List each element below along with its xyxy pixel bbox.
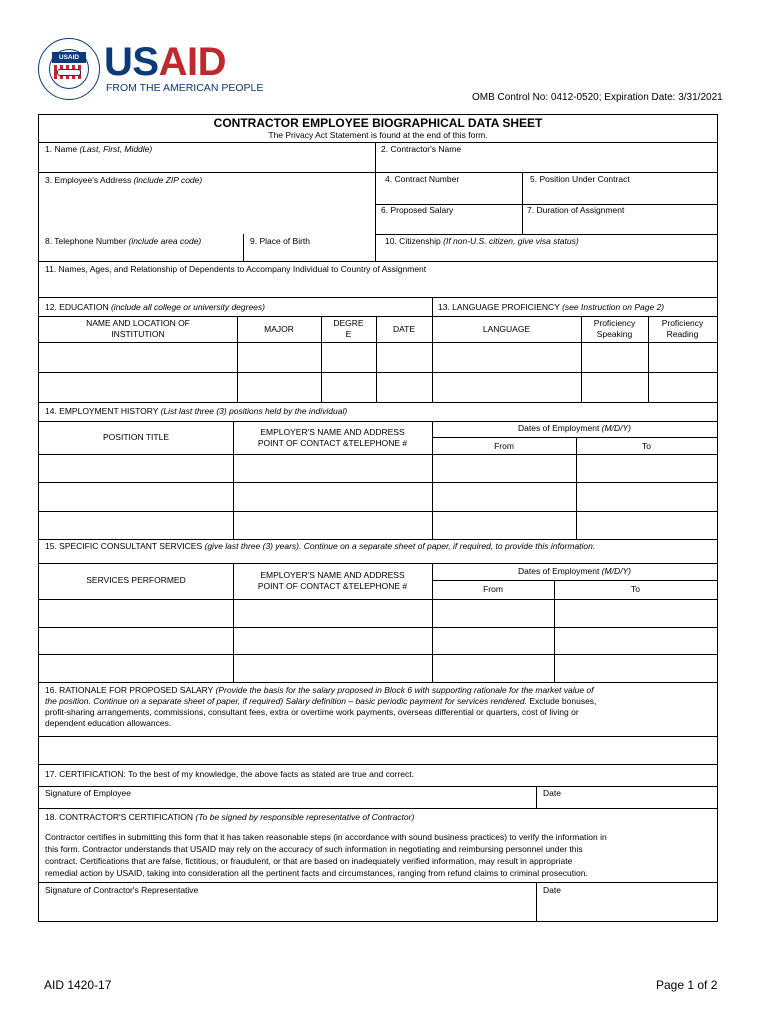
field-1-label: 1. Name (Last, First, Middle) bbox=[45, 144, 153, 154]
form-subtitle: The Privacy Act Statement is found at the end of this form. bbox=[268, 130, 488, 140]
svc-col-dates: Dates of Employment (M/D/Y) bbox=[518, 566, 631, 576]
form-title: CONTRACTOR EMPLOYEE BIOGRAPHICAL DATA SHEET bbox=[213, 116, 543, 130]
field-9-label: 9. Place of Birth bbox=[250, 236, 311, 246]
edu-col-major: MAJOR bbox=[264, 324, 294, 334]
lang-col-speaking: Proficiency Speaking bbox=[593, 318, 636, 339]
emp-col-from: From bbox=[494, 441, 514, 451]
field-16-line4: dependent education allowances. bbox=[45, 718, 172, 728]
emp-col-to: To bbox=[642, 441, 651, 451]
form-number: AID 1420-17 bbox=[44, 978, 112, 992]
signature-employee-label: Signature of Employee bbox=[45, 788, 131, 798]
field-13-label: 13. LANGUAGE PROFICIENCY (see Instruction on Page 2) bbox=[438, 302, 665, 312]
field-18-label: 18. CONTRACTOR'S CERTIFICATION (To be signed by responsible representative of Contractor) bbox=[45, 812, 415, 822]
edu-col-degree: DEGRE E bbox=[333, 318, 364, 339]
edu-col-date: DATE bbox=[392, 324, 416, 334]
field-16-label: 16. RATIONALE FOR PROPOSED SALARY (Provide the basis for the salary proposed in Block 6 with supporting rationale for the market value of bbox=[45, 685, 594, 695]
lang-col-language: LANGUAGE bbox=[482, 324, 531, 334]
usaid-logo: USAID bbox=[104, 40, 226, 84]
cert-text-line4: remedial action by USAID, taking into consideration all the pertinent facts and circumstances, ranging from refund claims to criminal prosecution. bbox=[45, 868, 588, 878]
field-12-label: 12. EDUCATION (include all college or university degrees) bbox=[45, 302, 265, 312]
cert-text-line1: Contractor certifies in submitting this form that it has taken reasonable steps (in accordance with sound business practices) to verify the information in bbox=[45, 832, 607, 842]
lang-col-reading: Proficiency Reading bbox=[661, 318, 704, 339]
field-15-label: 15. SPECIFIC CONSULTANT SERVICES (give last three (3) years). Continue on a separate sheet of paper, if required, to provide this information. bbox=[45, 541, 596, 551]
cert-text-line2: this form. Contractor understands that USAID may rely on the accuracy of such information in negotiating and reimbursing personnel under this bbox=[45, 844, 583, 854]
field-14-label: 14. EMPLOYMENT HISTORY (List last three (3) positions held by the individual) bbox=[45, 406, 348, 416]
field-2-label: 2. Contractor's Name bbox=[381, 144, 462, 154]
field-6-label: 6. Proposed Salary bbox=[381, 205, 454, 215]
signature-representative-label: Signature of Contractor's Representative bbox=[45, 885, 199, 895]
logo-tagline: FROM THE AMERICAN PEOPLE bbox=[106, 82, 264, 94]
svc-col-employer: EMPLOYER'S NAME AND ADDRESS POINT OF CONTACT &TELEPHONE # bbox=[257, 570, 408, 591]
omb-control-number: OMB Control No: 0412-0520; Expiration Date: 3/31/2021 bbox=[472, 92, 723, 103]
field-11-label: 11. Names, Ages, and Relationship of Dependents to Accompany Individual to Country of Assignment bbox=[45, 264, 427, 274]
edu-col-institution: NAME AND LOCATION OF INSTITUTION bbox=[86, 318, 190, 339]
field-17-certification: 17. CERTIFICATION: To the best of my knowledge, the above facts as stated are true and correct. bbox=[45, 769, 414, 779]
emp-col-dates: Dates of Employment (M/D/Y) bbox=[518, 423, 631, 433]
field-8-label: 8. Telephone Number (include area code) bbox=[45, 236, 202, 246]
cert-text-line3: contract. Certifications that are false, fictitious, or fraudulent, or that are based on inadequately verified information, may result in appropriate bbox=[45, 856, 573, 866]
field-3-label: 3. Employee's Address (include ZIP code) bbox=[45, 175, 203, 185]
svc-col-to: To bbox=[631, 584, 640, 594]
field-4-label: 4. Contract Number bbox=[385, 174, 460, 184]
date-label-representative: Date bbox=[543, 885, 561, 895]
page-number: Page 1 of 2 bbox=[656, 978, 718, 992]
field-16-line3: profit-sharing arrangements, commissions, consultant fees, extra or overtime work payments, overseas differential or quarters, cost of living or bbox=[45, 707, 579, 717]
usaid-seal-icon: USAID bbox=[38, 38, 100, 100]
emp-col-employer: EMPLOYER'S NAME AND ADDRESS POINT OF CONTACT &TELEPHONE # bbox=[257, 427, 408, 448]
field-7-label: 7. Duration of Assignment bbox=[527, 205, 625, 215]
date-label-employee: Date bbox=[543, 788, 561, 798]
svc-col-services: SERVICES PERFORMED bbox=[86, 575, 186, 585]
biographical-data-form bbox=[38, 114, 718, 922]
emp-col-position: POSITION TITLE bbox=[103, 432, 169, 442]
field-16-line2: the position. Continue on a separate sheet of paper, if required) Salary definition – basic periodic payment for services rendered. Exclude bonuses, bbox=[45, 696, 597, 706]
field-10-label: 10. Citizenship (If non-U.S. citizen, give visa status) bbox=[385, 236, 579, 246]
svc-col-from: From bbox=[483, 584, 503, 594]
field-5-label: 5. Position Under Contract bbox=[530, 174, 630, 184]
